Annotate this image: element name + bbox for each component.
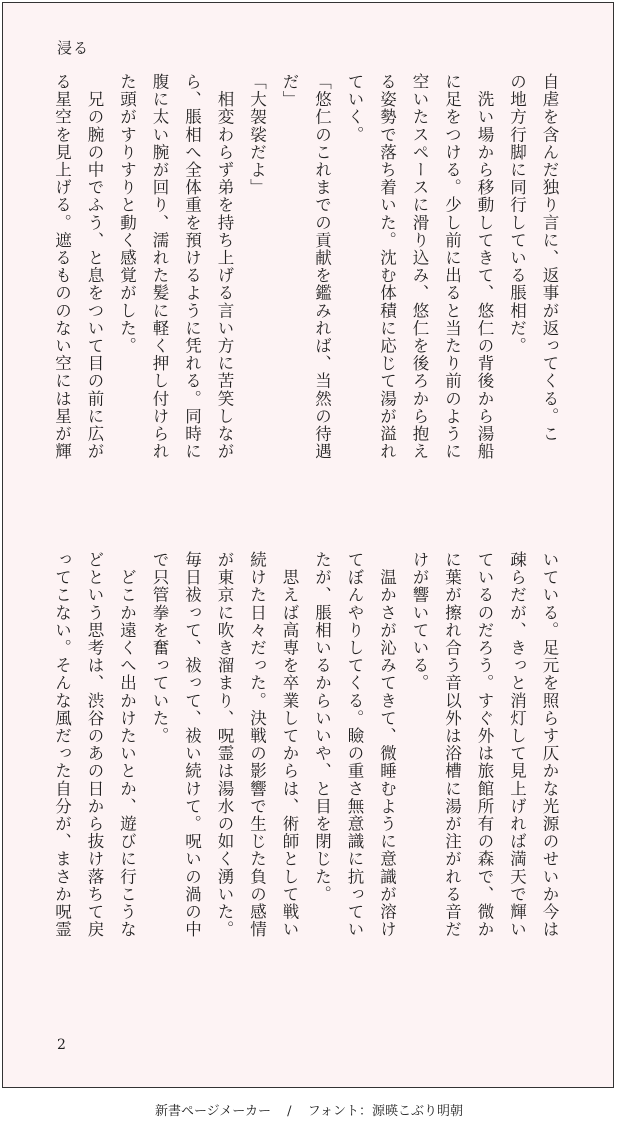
text-line: 「悠仁のこれまでの貢献を鑑みれば、当然の待遇 (312, 73, 332, 461)
text-line: ら、脹相へ全体重を預けるように凭れる。同時に (182, 73, 202, 461)
text-line: 「大袈裟だよ」 (247, 73, 267, 197)
text-line: で只管拳を奮っていた。 (150, 551, 169, 745)
text-line: 疎らだが、きっと消灯して見上げれば満天で輝い (507, 551, 527, 939)
text-line: だ」 (280, 73, 299, 109)
text-line: ていく。 (345, 73, 364, 144)
text-line: たが、脹相いるからいいや、と目を閉じた。 (312, 551, 332, 903)
text-line: 自虐を含んだ独り言に、返事が返ってくる。こ (540, 73, 559, 443)
text-line: いている。足元を照らす仄かな光源のせいか今は (540, 551, 559, 939)
text-line: 兄の腕の中でふう、と息をついて目の前に広が (85, 73, 104, 461)
text-line: 腹に太い腕が回り、濡れた髪に軽く押し付けられ (150, 73, 169, 461)
text-line: 毎日祓って、祓って、祓い続けて。呪いの渦の中 (182, 551, 202, 939)
footer-font-credit: フォント：源暎こぶり明朝 (307, 1104, 464, 1119)
text-line: どという思考は、渋谷のあの日から抜け落ちて戻 (85, 551, 104, 939)
text-line: ているのだろう。すぐ外は旅館所有の森で、微か (475, 551, 494, 939)
page-title: 浸る (57, 39, 90, 57)
text-column-bottom (52, 551, 565, 1001)
text-line: どこか遠くへ出かけたいとか、遊びに行こうな (117, 551, 137, 939)
page-number: 2 (57, 1037, 66, 1053)
text-line: が東京に吹き溜まり、呪霊は湯水の如く湧いた。 (215, 551, 234, 939)
text-line: 思えば高専を卒業してからは、術師として戦い (280, 551, 299, 939)
text-line: けが響いている。 (410, 551, 429, 692)
text-line: た頭がすりすりと動く感覚がした。 (117, 73, 137, 355)
text-line: の地方行脚に同行している脹相だ。 (507, 73, 527, 355)
text-line: 続けた日々だった。決戦の影響で生じた負の感情 (247, 551, 267, 939)
text-line: ってこない。そんな風だった自分が、まさか呪霊 (52, 551, 72, 939)
text-line: る星空を見上げる。遮るもののない空には星が輝 (52, 73, 72, 461)
text-line: に葉が擦れ合う音以外は浴槽に湯が注がれる音だ (442, 551, 462, 939)
text-line: 洗い場から移動してきて、悠仁の背後から湯船 (475, 73, 494, 461)
footer-separator: / (287, 1104, 292, 1119)
page (2, 2, 614, 1088)
text-line: に足をつける。少し前に出ると当たり前のように (442, 73, 462, 461)
text-line: 空いたスペースに滑り込み、悠仁を後ろから抱え (410, 73, 429, 461)
text-line: 相変わらず弟を持ち上げる言い方に苦笑しなが (215, 73, 234, 461)
text-column-top (52, 73, 565, 523)
footer-app-name: 新書ページメーカー (154, 1104, 272, 1119)
text-line: る姿勢で落ち着いた。沈む体積に応じて湯が溢れ (377, 73, 397, 461)
text-line: 温かさが沁みてきて、微睡むように意識が溶け (377, 551, 397, 939)
footer (0, 1100, 618, 1119)
text-line: てぼんやりしてくる。瞼の重さ無意識に抗ってい (345, 551, 364, 939)
